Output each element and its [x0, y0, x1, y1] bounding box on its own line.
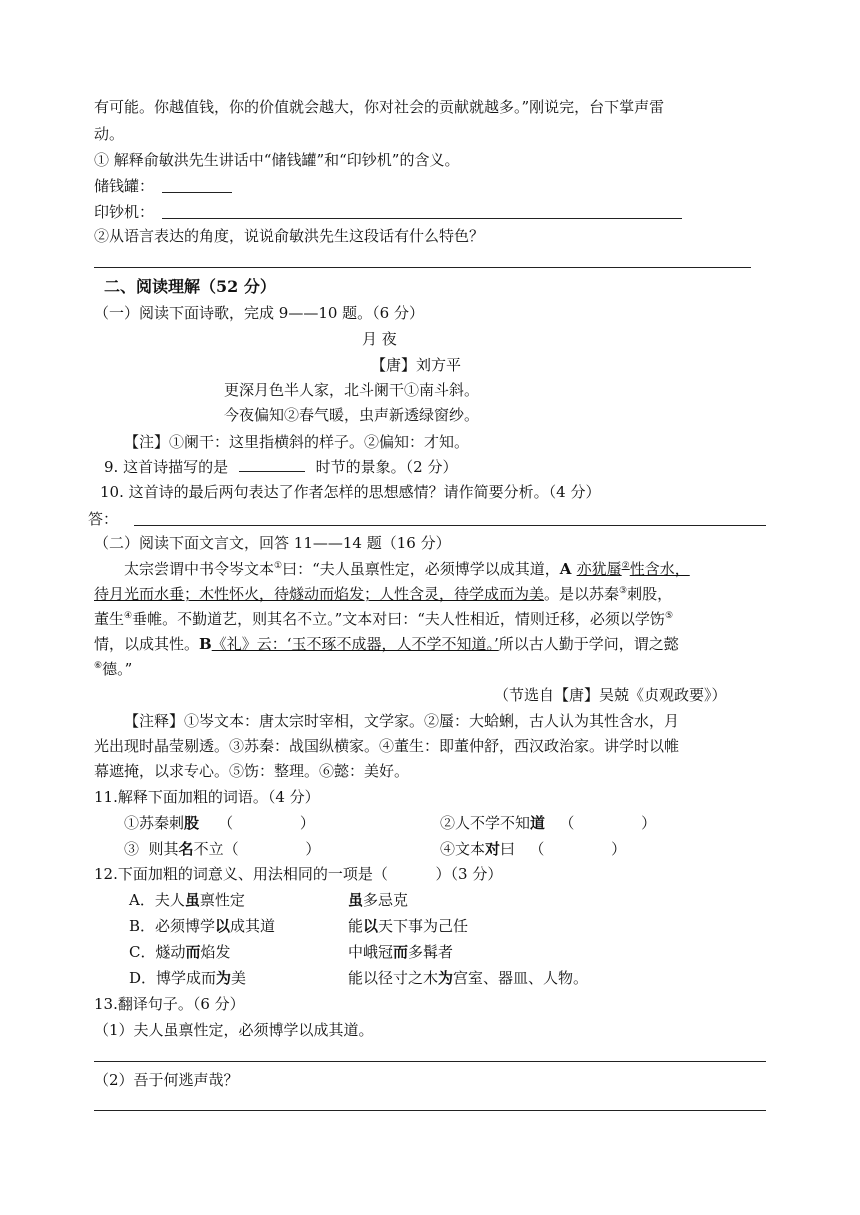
q12-option-c-compare: 中峨冠而多髯者	[348, 943, 454, 961]
notes-line: 光出现时晶莹剔透。③苏秦：战国纵横家。④董生：即董仲舒，西汉政治家。讲学时以帷	[94, 737, 680, 755]
q13-answer-line-2[interactable]	[94, 1110, 766, 1111]
q11-item: ②人不学不知道 （ ）	[440, 814, 657, 832]
part2-intro: （二）阅读下面文言文，回答 11——14 题（16 分）	[94, 534, 451, 552]
q12-option-a-compare: 虽多忌克	[348, 891, 409, 909]
q11-item: ①苏秦刺股 （ ）	[124, 814, 315, 832]
notes-line: 幕遮掩，以求专心。⑤饬：整理。⑥懿：美好。	[94, 762, 410, 780]
q11-item: ③ 则其名不立（ ）	[124, 840, 321, 858]
q12-option-b[interactable]: B．必须博学以成其道	[129, 917, 276, 935]
poem-title: 月 夜	[362, 330, 397, 348]
answer-label: 答：	[88, 510, 119, 528]
question-2: ②从语言表达的角度，说说俞敏洪先生这段话有什么特色？	[94, 227, 485, 245]
q12-option-a[interactable]: A．夫人虽禀性定	[129, 891, 245, 909]
q13-sentence-1: （1）夫人虽禀性定，必须博学以成其道。	[94, 1021, 374, 1039]
question-9: 9. 这首诗描写的是 时节的景象。（2 分）	[104, 458, 458, 476]
poem-line: 更深月色半人家，北斗阑干①南斗斜。	[224, 381, 480, 399]
passage-line: 待月光而水垂；木性怀火，待燧动而焰发；人性含灵，待学成而为美。是以苏秦③刺股，	[94, 585, 673, 603]
passage-line: 动。	[94, 125, 125, 143]
poem-note: 【注】①阑干：这里指横斜的样子。②偏知：才知。	[124, 433, 470, 451]
question-11: 11.解释下面加粗的词语。（4 分）	[94, 788, 320, 806]
part1-intro: （一）阅读下面诗歌，完成 9——10 题。（6 分）	[94, 304, 424, 322]
poem-line: 今夜偏知②春气暖，虫声新透绿窗纱。	[224, 406, 480, 424]
passage-line: ⑥德。”	[94, 660, 133, 678]
passage-line: 情，以成其性。B《礼》云：‘玉不琢不成器，人不学不知道。’所以古人勤于学问，谓之懿	[94, 635, 679, 653]
piggy-bank-label: 储钱罐：	[94, 177, 155, 195]
q10-answer-line[interactable]	[134, 525, 766, 526]
passage-line: 有可能。你越值钱，你的价值就会越大，你对社会的贡献就越多。”刚说完，台下掌声雷	[94, 98, 665, 116]
answer-line[interactable]	[94, 267, 751, 268]
q12-option-c[interactable]: C．燧动而焰发	[129, 943, 231, 961]
poem-author: 【唐】刘方平	[371, 356, 462, 374]
q9-answer-blank[interactable]	[239, 457, 305, 472]
printer-answer-blank[interactable]	[162, 218, 682, 219]
question-12: 12.下面加粗的词意义、用法相同的一项是（ ）（3 分）	[94, 865, 503, 883]
piggy-bank-answer-blank[interactable]	[162, 192, 232, 193]
q11-item: ④文本对曰 （ ）	[440, 840, 627, 858]
q12-option-d-compare: 能以径寸之木为宫室、器皿、人物。	[348, 969, 589, 987]
q13-answer-line-1[interactable]	[94, 1061, 766, 1062]
section-title: 二、阅读理解（52 分）	[104, 277, 276, 296]
question-10: 10. 这首诗的最后两句表达了作者怎样的思想感情？请作简要分析。（4 分）	[100, 483, 601, 501]
notes-line: 【注释】①岑文本：唐太宗时宰相，文学家。②蜃：大蛤蜊，古人认为其性含水，月	[124, 712, 680, 730]
question-1: ① 解释俞敏洪先生讲话中“储钱罐”和“印钞机”的含义。	[94, 151, 460, 169]
question-13: 13.翻译句子。（6 分）	[94, 995, 245, 1013]
q12-option-b-compare: 能以天下事为己任	[348, 917, 469, 935]
passage-line: 太宗尝谓中书令岑文本①曰：“夫人虽禀性定，必须博学以成其道，A 亦犹蜃②性含水，	[124, 560, 690, 578]
passage-line: 董生④垂帷。不勤道艺，则其名不立。”文本对曰：“夫人性相近，情则迁移，必须以学饬⑤	[94, 610, 674, 628]
source-citation: （节选自【唐】吴兢《贞观政要》）	[494, 686, 727, 704]
q12-option-d[interactable]: D．博学成而为美	[129, 969, 247, 987]
q13-sentence-2: （2）吾于何逃声哉？	[94, 1071, 239, 1089]
printer-label: 印钞机：	[94, 203, 155, 221]
